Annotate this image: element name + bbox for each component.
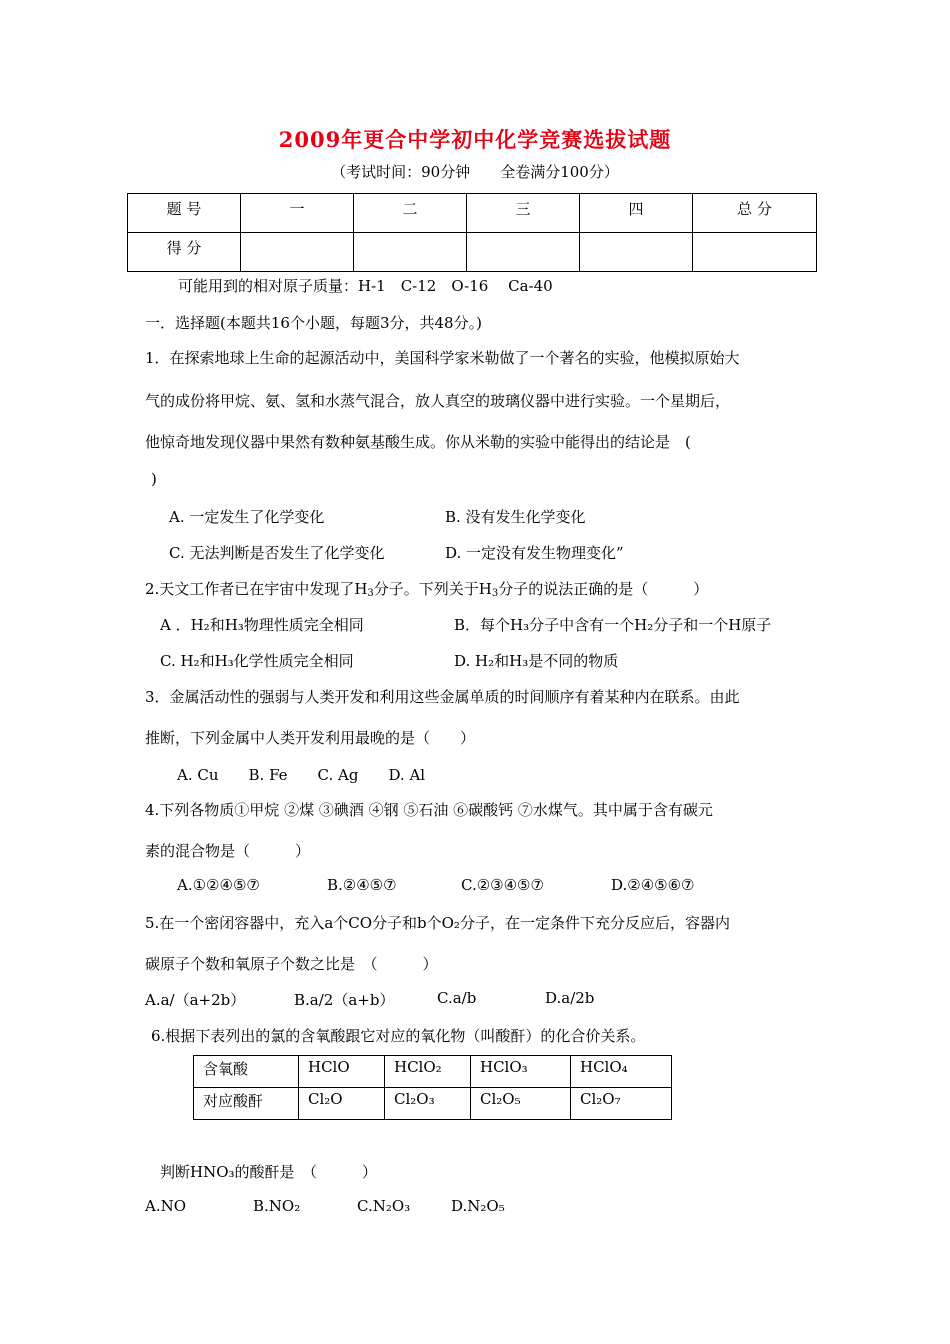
question-5-option-d: D.a/2b bbox=[545, 989, 595, 1007]
question-4-line-2: 素的混合物是（ ） bbox=[145, 842, 311, 860]
question-5-option-c: C.a/b bbox=[437, 989, 477, 1007]
question-2-stem-post: 分子的说法正确的是（ ） bbox=[498, 580, 709, 598]
acid-cell-hclo3: HClO₃ bbox=[471, 1056, 571, 1088]
score-cell-3 bbox=[467, 233, 580, 272]
page-title: 2009年更合中学初中化学竞赛选拔试题 bbox=[278, 127, 672, 152]
subscript-3: 3 bbox=[491, 588, 499, 599]
question-5-option-a: A.a/（a+2b） bbox=[145, 991, 246, 1009]
question-6-question: 判断HNO₃的酸酐是 （ ） bbox=[160, 1163, 378, 1181]
question-3-line-2: 推断，下列金属中人类开发利用最晚的是（ ） bbox=[145, 729, 476, 747]
question-1-line-1: 1．在探索地球上生命的起源活动中，美国科学家米勒做了一个著名的实验，他模拟原始大 bbox=[145, 349, 740, 367]
question-1-line-4: ) bbox=[151, 470, 157, 488]
anhydride-row-label: 对应酸酐 bbox=[194, 1088, 299, 1120]
question-6-option-b: B.NO₂ bbox=[253, 1197, 301, 1215]
subscript-3: 3 bbox=[367, 588, 374, 599]
question-5-line-1: 5.在一个密闭容器中，充入a个CO分子和b个O₂分子，在一定条件下充分反应后，容器内 bbox=[145, 914, 730, 932]
anhydride-cell-cl2o: Cl₂O bbox=[299, 1088, 385, 1120]
question-2-option-a: A ．H₂和H₃物理性质完全相同 bbox=[160, 616, 364, 634]
score-cell-1 bbox=[241, 233, 354, 272]
question-1-line-3: 他惊奇地发现仪器中果然有数种氨基酸生成。你从米勒的实验中能得出的结论是 ( bbox=[145, 433, 691, 451]
atomic-mass-line: 可能用到的相对原子质量：H-1 C-12 O-16 Ca-40 bbox=[178, 277, 553, 295]
header-cell-4: 四 bbox=[580, 194, 693, 233]
question-4-option-d: D.②④⑤⑥⑦ bbox=[611, 876, 695, 894]
acid-cell-hclo4: HClO₄ bbox=[571, 1056, 672, 1088]
header-cell-number: 题 号 bbox=[128, 194, 241, 233]
header-cell-2: 二 bbox=[354, 194, 467, 233]
question-3-line-1: 3．金属活动性的强弱与人类开发和利用这些金属单质的时间顺序有着某种内在联系。由此 bbox=[145, 688, 740, 706]
acid-row-label: 含氧酸 bbox=[194, 1056, 299, 1088]
question-2-option-c: C. H₂和H₃化学性质完全相同 bbox=[160, 652, 354, 670]
exam-info: （考试时间：90分钟 全卷满分100分） bbox=[331, 163, 619, 181]
question-1-option-d: D. 一定没有发生物理变化” bbox=[445, 544, 624, 562]
question-5-line-2: 碳原子个数和氧原子个数之比是 （ ） bbox=[145, 955, 438, 973]
question-6-line-1: 6.根据下表列出的氯的含氧酸跟它对应的氧化物（叫酸酐）的化合价关系。 bbox=[151, 1027, 646, 1045]
question-2-option-b: B．每个H₃分子中含有一个H₂分子和一个H原子 bbox=[454, 616, 772, 634]
question-6-option-a: A.NO bbox=[145, 1197, 187, 1215]
question-4-option-a: A.①②④⑤⑦ bbox=[177, 876, 260, 894]
score-table-header-row bbox=[128, 194, 817, 233]
score-cell-4 bbox=[580, 233, 693, 272]
section-1-heading: 一．选择题(本题共16个小题，每题3分，共48分。) bbox=[145, 314, 482, 332]
anhydride-cell-cl2o7: Cl₂O₇ bbox=[571, 1088, 672, 1120]
question-2-stem-mid: 分子。下列关于H bbox=[373, 580, 492, 598]
question-6-option-c: C.N₂O₃ bbox=[357, 1197, 411, 1215]
question-5-option-b: B.a/2（a+b） bbox=[294, 991, 395, 1009]
question-3-options: A. Cu B. Fe C. Ag D. Al bbox=[177, 766, 426, 784]
question-2-stem bbox=[145, 578, 708, 599]
acid-anhydride-table bbox=[193, 1055, 672, 1120]
question-4-line-1: 4.下列各物质①甲烷 ②煤 ③碘酒 ④钢 ⑤石油 ⑥碳酸钙 ⑦水煤气。其中属于含有碳元 bbox=[145, 801, 713, 819]
anhydride-cell-cl2o3: Cl₂O₃ bbox=[385, 1088, 471, 1120]
header-cell-total: 总 分 bbox=[693, 194, 817, 233]
question-2-option-d: D. H₂和H₃是不同的物质 bbox=[454, 652, 619, 670]
acid-cell-hclo: HClO bbox=[299, 1056, 385, 1088]
question-1-line-2: 气的成份将甲烷、氨、氢和水蒸气混合，放人真空的玻璃仪器中进行实验。一个星期后， bbox=[145, 392, 731, 410]
anhydride-row bbox=[194, 1088, 672, 1120]
score-cell-2 bbox=[354, 233, 467, 272]
question-1-option-c: C. 无法判断是否发生了化学变化 bbox=[169, 544, 385, 562]
question-1-option-a: A. 一定发生了化学变化 bbox=[169, 508, 325, 526]
acid-row bbox=[194, 1056, 672, 1088]
question-1-option-b: B. 没有发生化学变化 bbox=[445, 508, 586, 526]
anhydride-cell-cl2o5: Cl₂O₅ bbox=[471, 1088, 571, 1120]
header-cell-3: 三 bbox=[467, 194, 580, 233]
question-4-option-c: C.②③④⑤⑦ bbox=[461, 876, 544, 894]
score-label-cell: 得 分 bbox=[128, 233, 241, 272]
question-2-stem-pre: 2.天文工作者已在宇宙中发现了H bbox=[145, 580, 368, 598]
score-cell-total bbox=[693, 233, 817, 272]
score-table bbox=[127, 193, 817, 272]
score-table-score-row bbox=[128, 233, 817, 272]
acid-cell-hclo2: HClO₂ bbox=[385, 1056, 471, 1088]
question-4-option-b: B.②④⑤⑦ bbox=[327, 876, 397, 894]
question-6-option-d: D.N₂O₅ bbox=[451, 1197, 505, 1215]
header-cell-1: 一 bbox=[241, 194, 354, 233]
